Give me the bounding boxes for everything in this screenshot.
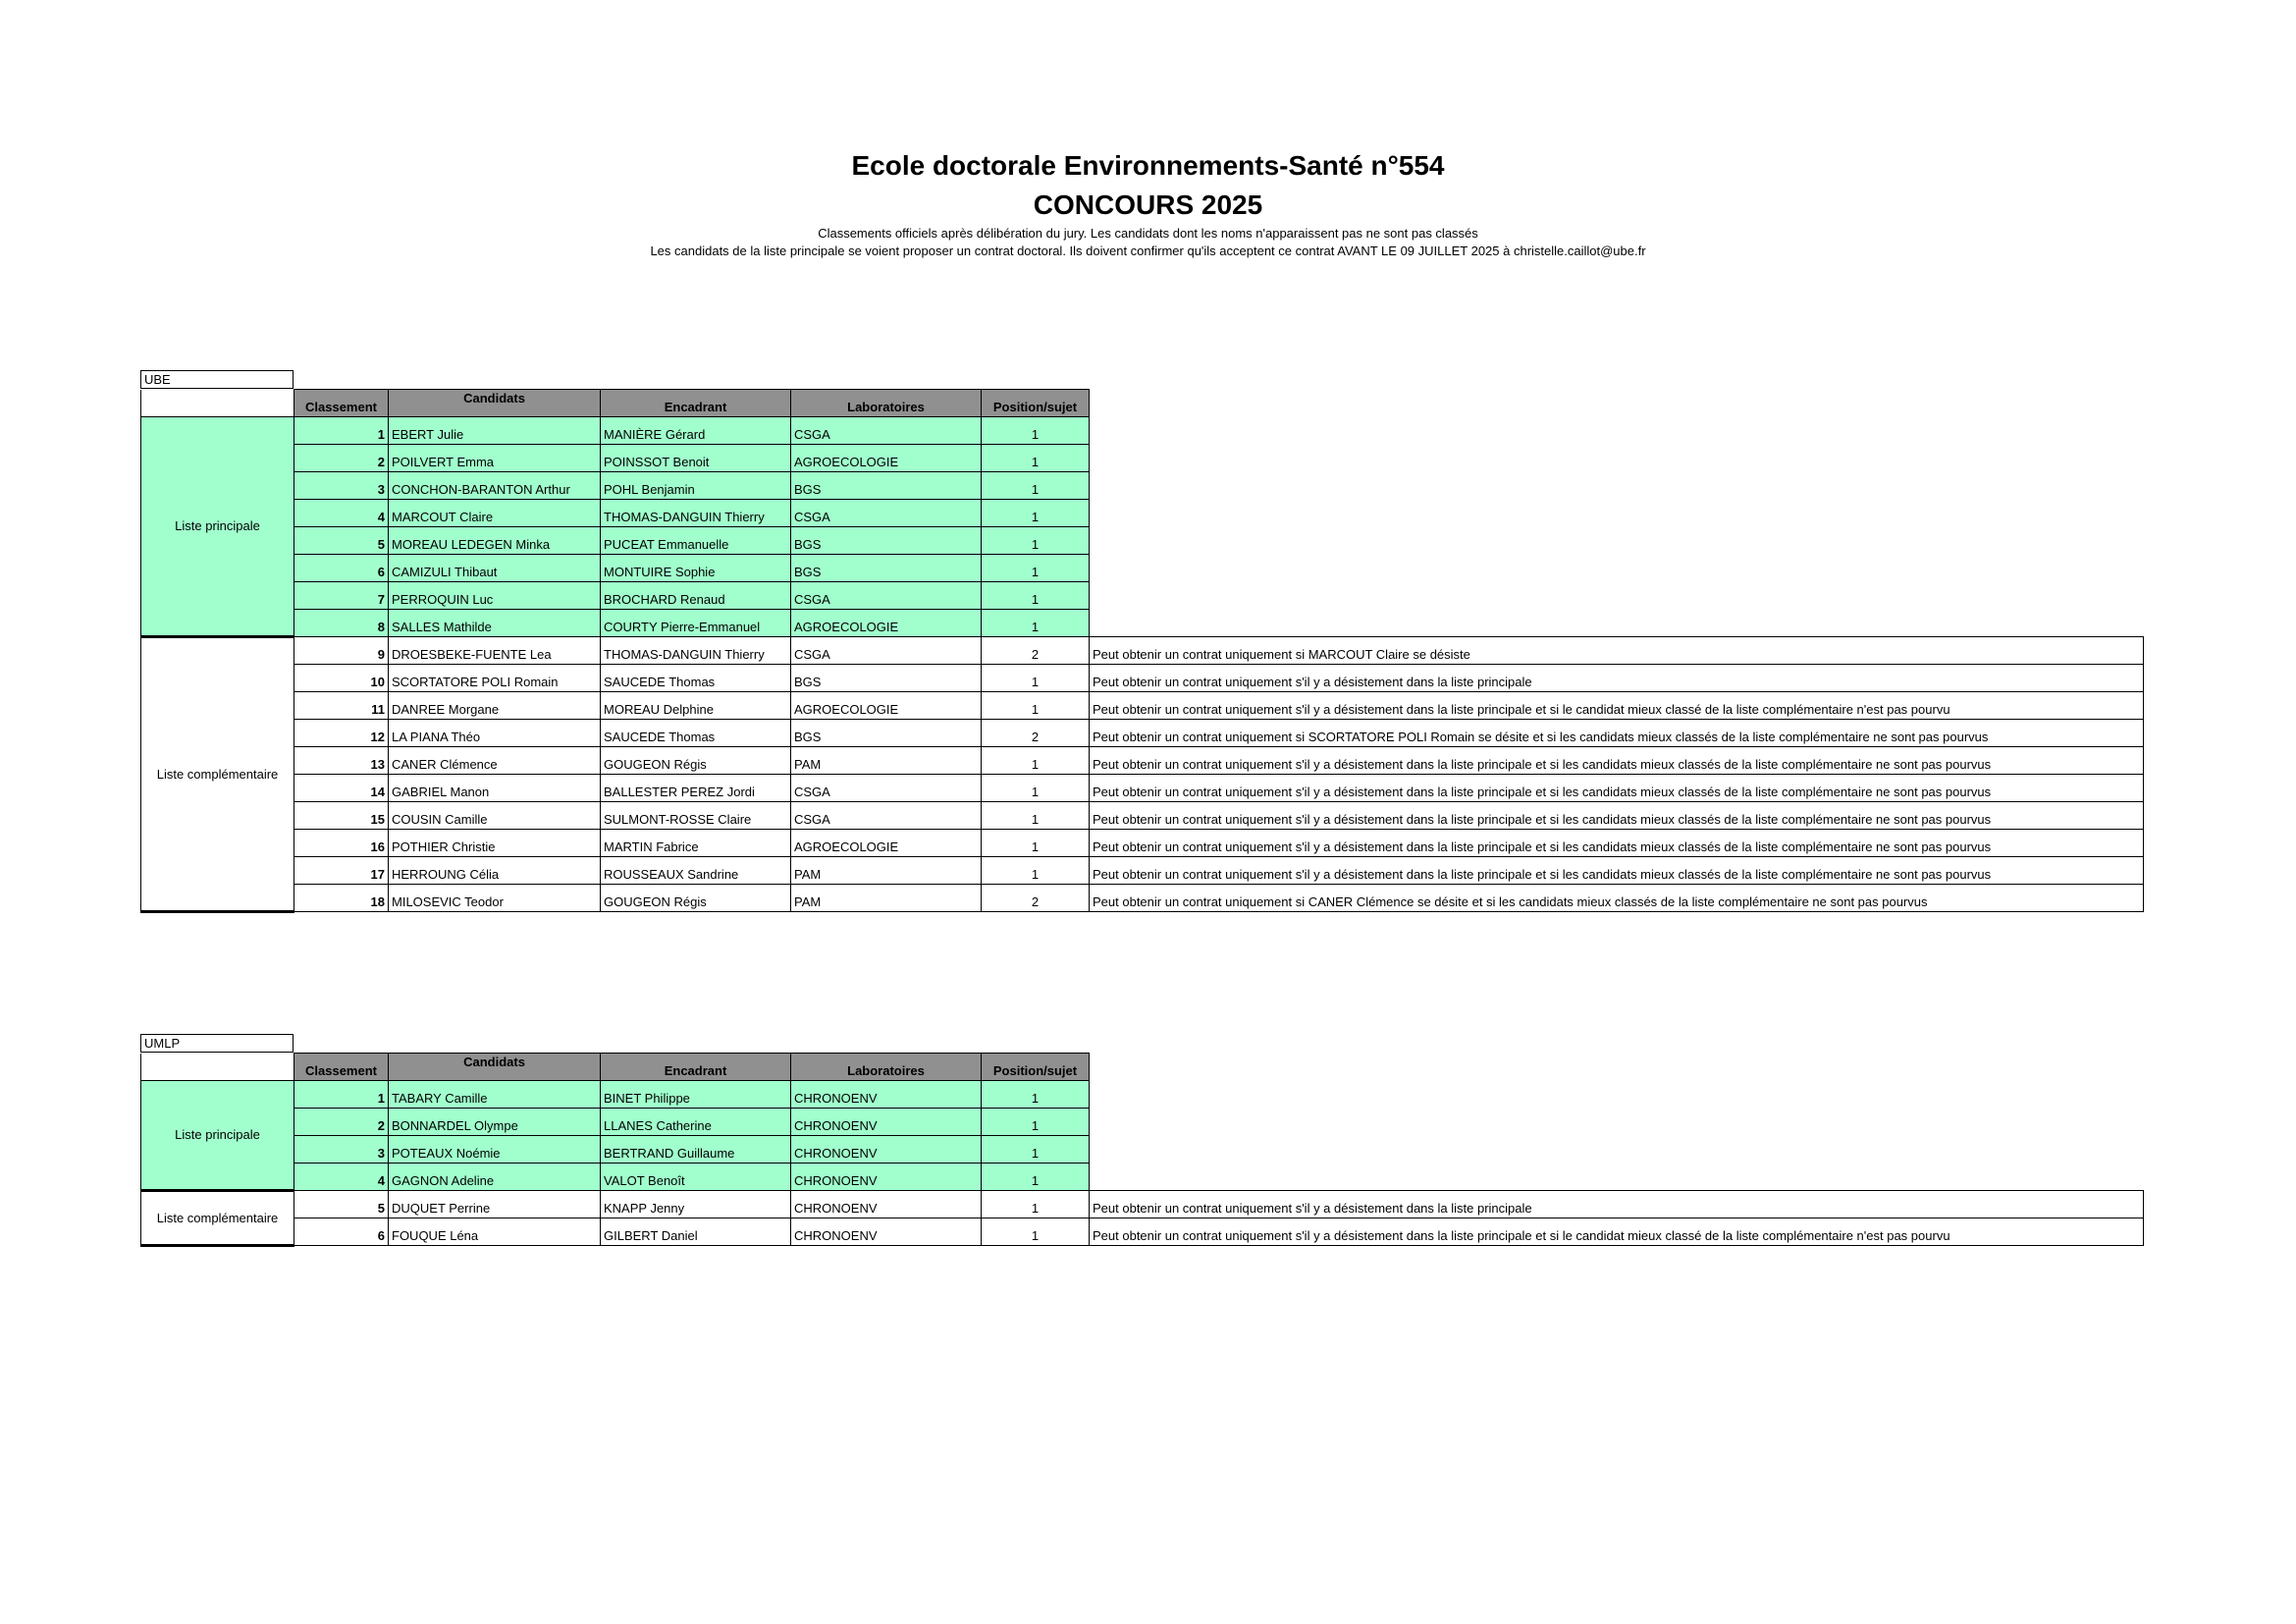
group-label-complementaire: Liste complémentaire (141, 637, 294, 912)
candidate-name: LA PIANA Théo (389, 720, 601, 747)
comment-spacer (1090, 1109, 2144, 1136)
supervisor-name: PUCEAT Emmanuelle (601, 527, 791, 555)
rank-cell: 10 (294, 665, 389, 692)
comment-spacer (1090, 1136, 2144, 1164)
laboratory-name: CSGA (791, 775, 982, 802)
ranking-table-ube (140, 389, 2144, 913)
comment-spacer (1090, 527, 2144, 555)
supervisor-name: MARTIN Fabrice (601, 830, 791, 857)
supervisor-name: GILBERT Daniel (601, 1218, 791, 1246)
header-spacer (141, 390, 294, 417)
table-row (141, 802, 2144, 830)
condition-comment: Peut obtenir un contrat uniquement s'il y a désistement dans la liste principale (1090, 1191, 2144, 1218)
laboratory-name: PAM (791, 885, 982, 912)
laboratory-name: CHRONOENV (791, 1081, 982, 1109)
laboratory-name: AGROECOLOGIE (791, 445, 982, 472)
candidate-name: SCORTATORE POLI Romain (389, 665, 601, 692)
table-row (141, 1081, 2144, 1109)
page-subtitle: CONCOURS 2025 (1033, 189, 1263, 220)
column-header-candidats: Candidats (389, 390, 601, 417)
position-value: 1 (982, 665, 1090, 692)
ranking-table-umlp (140, 1053, 2144, 1247)
position-value: 1 (982, 1191, 1090, 1218)
header-spacer (1090, 1054, 2144, 1081)
candidate-name: SALLES Mathilde (389, 610, 601, 637)
position-value: 1 (982, 472, 1090, 500)
supervisor-name: POINSSOT Benoit (601, 445, 791, 472)
confirmation-note: Les candidats de la liste principale se voient proposer un contrat doctoral. Ils doivent confirmer qu'ils acceptent ce contrat AVANT LE 09 JUILLET 2025 à christelle.caillot@ube.fr (650, 244, 1646, 258)
condition-comment: Peut obtenir un contrat uniquement s'il y a désistement dans la liste principale et si le candidat mieux classé de la liste complémentaire n'est pas pourvu (1090, 1218, 2144, 1246)
comment-spacer (1090, 417, 2144, 445)
group-label-principale: Liste principale (141, 417, 294, 637)
position-value: 1 (982, 445, 1090, 472)
rank-cell: 4 (294, 1164, 389, 1191)
condition-comment: Peut obtenir un contrat uniquement s'il y a désistement dans la liste principale et si les candidats mieux classés de la liste complémentaire ne sont pas pourvus (1090, 775, 2144, 802)
ranking-note: Classements officiels après délibération du jury. Les candidats dont les noms n'apparaissent pas ne sont pas classés (818, 226, 1478, 241)
table-row (141, 637, 2144, 665)
laboratory-name: CHRONOENV (791, 1218, 982, 1246)
supervisor-name: SULMONT-ROSSE Claire (601, 802, 791, 830)
table-row (141, 1109, 2144, 1136)
section-label-umlp: UMLP (140, 1034, 294, 1053)
condition-comment: Peut obtenir un contrat uniquement si MARCOUT Claire se désiste (1090, 637, 2144, 665)
rank-cell: 2 (294, 1109, 389, 1136)
rank-cell: 16 (294, 830, 389, 857)
position-value: 1 (982, 500, 1090, 527)
candidate-name: POILVERT Emma (389, 445, 601, 472)
table-row (141, 1164, 2144, 1191)
column-header-laboratoires: Laboratoires (791, 390, 982, 417)
position-value: 1 (982, 747, 1090, 775)
column-header-encadrant: Encadrant (601, 1054, 791, 1081)
laboratory-name: AGROECOLOGIE (791, 610, 982, 637)
candidate-name: BONNARDEL Olympe (389, 1109, 601, 1136)
rank-cell: 6 (294, 1218, 389, 1246)
candidate-name: TABARY Camille (389, 1081, 601, 1109)
position-value: 1 (982, 802, 1090, 830)
table-row (141, 857, 2144, 885)
column-header-classement: Classement (294, 1054, 389, 1081)
rank-cell: 13 (294, 747, 389, 775)
candidate-name: MARCOUT Claire (389, 500, 601, 527)
table-row (141, 830, 2144, 857)
laboratory-name: PAM (791, 857, 982, 885)
supervisor-name: BROCHARD Renaud (601, 582, 791, 610)
rank-cell: 7 (294, 582, 389, 610)
laboratory-name: BGS (791, 720, 982, 747)
supervisor-name: BERTRAND Guillaume (601, 1136, 791, 1164)
position-value: 1 (982, 582, 1090, 610)
position-value: 2 (982, 720, 1090, 747)
condition-comment: Peut obtenir un contrat uniquement s'il y a désistement dans la liste principale et si les candidats mieux classés de la liste complémentaire ne sont pas pourvus (1090, 802, 2144, 830)
comment-spacer (1090, 472, 2144, 500)
position-value: 1 (982, 610, 1090, 637)
laboratory-name: BGS (791, 472, 982, 500)
table-row (141, 747, 2144, 775)
candidate-name: FOUQUE Léna (389, 1218, 601, 1246)
candidate-name: CAMIZULI Thibaut (389, 555, 601, 582)
candidate-name: POTEAUX Noémie (389, 1136, 601, 1164)
candidate-name: GAGNON Adeline (389, 1164, 601, 1191)
supervisor-name: BALLESTER PEREZ Jordi (601, 775, 791, 802)
candidate-name: DROESBEKE-FUENTE Lea (389, 637, 601, 665)
position-value: 1 (982, 830, 1090, 857)
table-row (141, 692, 2144, 720)
rank-cell: 1 (294, 417, 389, 445)
supervisor-name: BINET Philippe (601, 1081, 791, 1109)
candidate-name: GABRIEL Manon (389, 775, 601, 802)
table-row (141, 527, 2144, 555)
candidate-name: HERROUNG Célia (389, 857, 601, 885)
candidate-name: CONCHON-BARANTON Arthur (389, 472, 601, 500)
supervisor-name: MANIÈRE Gérard (601, 417, 791, 445)
laboratory-name: AGROECOLOGIE (791, 692, 982, 720)
table-row (141, 472, 2144, 500)
laboratory-name: CHRONOENV (791, 1164, 982, 1191)
supervisor-name: THOMAS-DANGUIN Thierry (601, 500, 791, 527)
candidate-name: CANER Clémence (389, 747, 601, 775)
comment-spacer (1090, 610, 2144, 637)
condition-comment: Peut obtenir un contrat uniquement si SCORTATORE POLI Romain se désite et si les candidats mieux classés de la liste complémentaire ne sont pas pourvus (1090, 720, 2144, 747)
supervisor-name: GOUGEON Régis (601, 885, 791, 912)
table-row (141, 582, 2144, 610)
position-value: 1 (982, 692, 1090, 720)
table-row (141, 555, 2144, 582)
supervisor-name: MOREAU Delphine (601, 692, 791, 720)
position-value: 1 (982, 1136, 1090, 1164)
candidate-name: PERROQUIN Luc (389, 582, 601, 610)
supervisor-name: COURTY Pierre-Emmanuel (601, 610, 791, 637)
header-spacer (141, 1054, 294, 1081)
supervisor-name: POHL Benjamin (601, 472, 791, 500)
group-label-principale: Liste principale (141, 1081, 294, 1191)
position-value: 1 (982, 775, 1090, 802)
position-value: 1 (982, 1109, 1090, 1136)
rank-cell: 9 (294, 637, 389, 665)
laboratory-name: CSGA (791, 582, 982, 610)
group-label-complementaire: Liste complémentaire (141, 1191, 294, 1246)
candidate-name: MILOSEVIC Teodor (389, 885, 601, 912)
table-header-row (141, 390, 2144, 417)
table-row (141, 610, 2144, 637)
rank-cell: 17 (294, 857, 389, 885)
candidate-name: MOREAU LEDEGEN Minka (389, 527, 601, 555)
position-value: 2 (982, 637, 1090, 665)
laboratory-name: PAM (791, 747, 982, 775)
rank-cell: 8 (294, 610, 389, 637)
rank-cell: 18 (294, 885, 389, 912)
page-title: Ecole doctorale Environnements-Santé n°554 (851, 150, 1445, 181)
position-value: 2 (982, 885, 1090, 912)
header-spacer (1090, 390, 2144, 417)
table-row (141, 720, 2144, 747)
rank-cell: 3 (294, 1136, 389, 1164)
supervisor-name: LLANES Catherine (601, 1109, 791, 1136)
position-value: 1 (982, 417, 1090, 445)
supervisor-name: KNAPP Jenny (601, 1191, 791, 1218)
comment-spacer (1090, 555, 2144, 582)
rank-cell: 11 (294, 692, 389, 720)
rank-cell: 12 (294, 720, 389, 747)
laboratory-name: BGS (791, 555, 982, 582)
rank-cell: 2 (294, 445, 389, 472)
comment-spacer (1090, 1081, 2144, 1109)
laboratory-name: BGS (791, 665, 982, 692)
position-value: 1 (982, 1218, 1090, 1246)
candidate-name: COUSIN Camille (389, 802, 601, 830)
candidate-name: DANREE Morgane (389, 692, 601, 720)
laboratory-name: BGS (791, 527, 982, 555)
laboratory-name: CSGA (791, 802, 982, 830)
comment-spacer (1090, 500, 2144, 527)
laboratory-name: AGROECOLOGIE (791, 830, 982, 857)
candidate-name: POTHIER Christie (389, 830, 601, 857)
laboratory-name: CSGA (791, 637, 982, 665)
column-header-position: Position/sujet (982, 390, 1090, 417)
column-header-position: Position/sujet (982, 1054, 1090, 1081)
laboratory-name: CHRONOENV (791, 1136, 982, 1164)
position-value: 1 (982, 1164, 1090, 1191)
supervisor-name: SAUCEDE Thomas (601, 720, 791, 747)
column-header-candidats: Candidats (389, 1054, 601, 1081)
section-label-ube: UBE (140, 370, 294, 389)
table-row (141, 500, 2144, 527)
position-value: 1 (982, 857, 1090, 885)
laboratory-name: CHRONOENV (791, 1191, 982, 1218)
rank-cell: 6 (294, 555, 389, 582)
rank-cell: 4 (294, 500, 389, 527)
rank-cell: 5 (294, 527, 389, 555)
column-header-classement: Classement (294, 390, 389, 417)
supervisor-name: GOUGEON Régis (601, 747, 791, 775)
table-row (141, 1136, 2144, 1164)
table-row (141, 445, 2144, 472)
comment-spacer (1090, 445, 2144, 472)
condition-comment: Peut obtenir un contrat uniquement s'il y a désistement dans la liste principale et si les candidats mieux classés de la liste complémentaire ne sont pas pourvus (1090, 830, 2144, 857)
condition-comment: Peut obtenir un contrat uniquement s'il y a désistement dans la liste principale et si les candidats mieux classés de la liste complémentaire ne sont pas pourvus (1090, 857, 2144, 885)
table-row (141, 1191, 2144, 1218)
table-row (141, 1218, 2144, 1246)
condition-comment: Peut obtenir un contrat uniquement si CANER Clémence se désite et si les candidats mieux classés de la liste complémentaire ne sont pas pourvus (1090, 885, 2144, 912)
position-value: 1 (982, 1081, 1090, 1109)
table-row (141, 775, 2144, 802)
laboratory-name: CSGA (791, 417, 982, 445)
rank-cell: 3 (294, 472, 389, 500)
table-row (141, 417, 2144, 445)
column-header-laboratoires: Laboratoires (791, 1054, 982, 1081)
column-header-encadrant: Encadrant (601, 390, 791, 417)
rank-cell: 1 (294, 1081, 389, 1109)
rank-cell: 5 (294, 1191, 389, 1218)
supervisor-name: SAUCEDE Thomas (601, 665, 791, 692)
candidate-name: EBERT Julie (389, 417, 601, 445)
laboratory-name: CSGA (791, 500, 982, 527)
candidate-name: DUQUET Perrine (389, 1191, 601, 1218)
condition-comment: Peut obtenir un contrat uniquement s'il y a désistement dans la liste principale (1090, 665, 2144, 692)
table-header-row (141, 1054, 2144, 1081)
supervisor-name: ROUSSEAUX Sandrine (601, 857, 791, 885)
supervisor-name: THOMAS-DANGUIN Thierry (601, 637, 791, 665)
supervisor-name: VALOT Benoît (601, 1164, 791, 1191)
comment-spacer (1090, 1164, 2144, 1191)
position-value: 1 (982, 555, 1090, 582)
table-row (141, 665, 2144, 692)
comment-spacer (1090, 582, 2144, 610)
condition-comment: Peut obtenir un contrat uniquement s'il y a désistement dans la liste principale et si les candidats mieux classés de la liste complémentaire ne sont pas pourvus (1090, 747, 2144, 775)
condition-comment: Peut obtenir un contrat uniquement s'il y a désistement dans la liste principale et si le candidat mieux classé de la liste complémentaire n'est pas pourvu (1090, 692, 2144, 720)
table-row (141, 885, 2144, 912)
rank-cell: 14 (294, 775, 389, 802)
rank-cell: 15 (294, 802, 389, 830)
position-value: 1 (982, 527, 1090, 555)
supervisor-name: MONTUIRE Sophie (601, 555, 791, 582)
laboratory-name: CHRONOENV (791, 1109, 982, 1136)
